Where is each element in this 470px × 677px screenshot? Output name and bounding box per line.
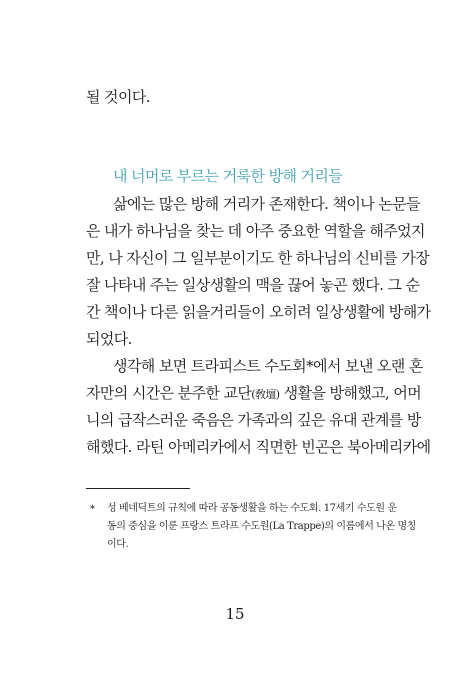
footnote-divider xyxy=(86,488,190,489)
footnote-line: 이다. xyxy=(107,539,129,550)
body-line: 니의 급작스러운 죽음은 가족과의 깊은 유대 관계를 방 xyxy=(86,411,421,429)
body-line: 잘 나타내 주는 일상생활의 맥을 끊어 놓곤 했다. 그 순 xyxy=(86,276,420,294)
page-number: 15 xyxy=(225,605,245,623)
body-line: 해했다. 라틴 아메리카에서 직면한 빈곤은 북아메리카에 xyxy=(86,438,431,456)
body-line: 만, 나 자신이 그 일부분이기도 한 하나님의 신비를 가장 xyxy=(86,249,430,267)
body-line: 생각해 보면 트라피스트 수도회*에서 보낸 오랜 혼 xyxy=(113,357,423,375)
body-line: 간 책이나 다른 읽을거리들이 오히려 일상생활에 방해가 xyxy=(86,303,431,321)
hanja-annotation: (敎壇) xyxy=(251,388,280,401)
footnote-line: 동의 중심을 이룬 프랑스 트라프 수도원(La Trappe)의 이름에서 나온 명칭 xyxy=(107,521,417,532)
body-line: 되었다. xyxy=(86,330,132,348)
body-line: 삶에는 많은 방해 거리가 존재한다. 책이나 논문들 xyxy=(113,195,420,213)
body-line: 자만의 시간은 분주한 교단(敎壇) 생활을 방해했고, 어머 xyxy=(86,384,422,402)
body-line-continuation: 될 것이다. xyxy=(86,88,150,106)
footnote-line: 성 베네딕트의 규칙에 따라 공동생활을 하는 수도회. 17세기 수도원 운 xyxy=(107,503,397,514)
body-line: 은 내가 하나님을 찾는 데 아주 중요한 역할을 해주었지 xyxy=(86,222,425,240)
footnote-marker: * xyxy=(90,504,95,515)
section-heading: 내 너머로 부르는 거룩한 방해 거리들 xyxy=(113,167,343,185)
